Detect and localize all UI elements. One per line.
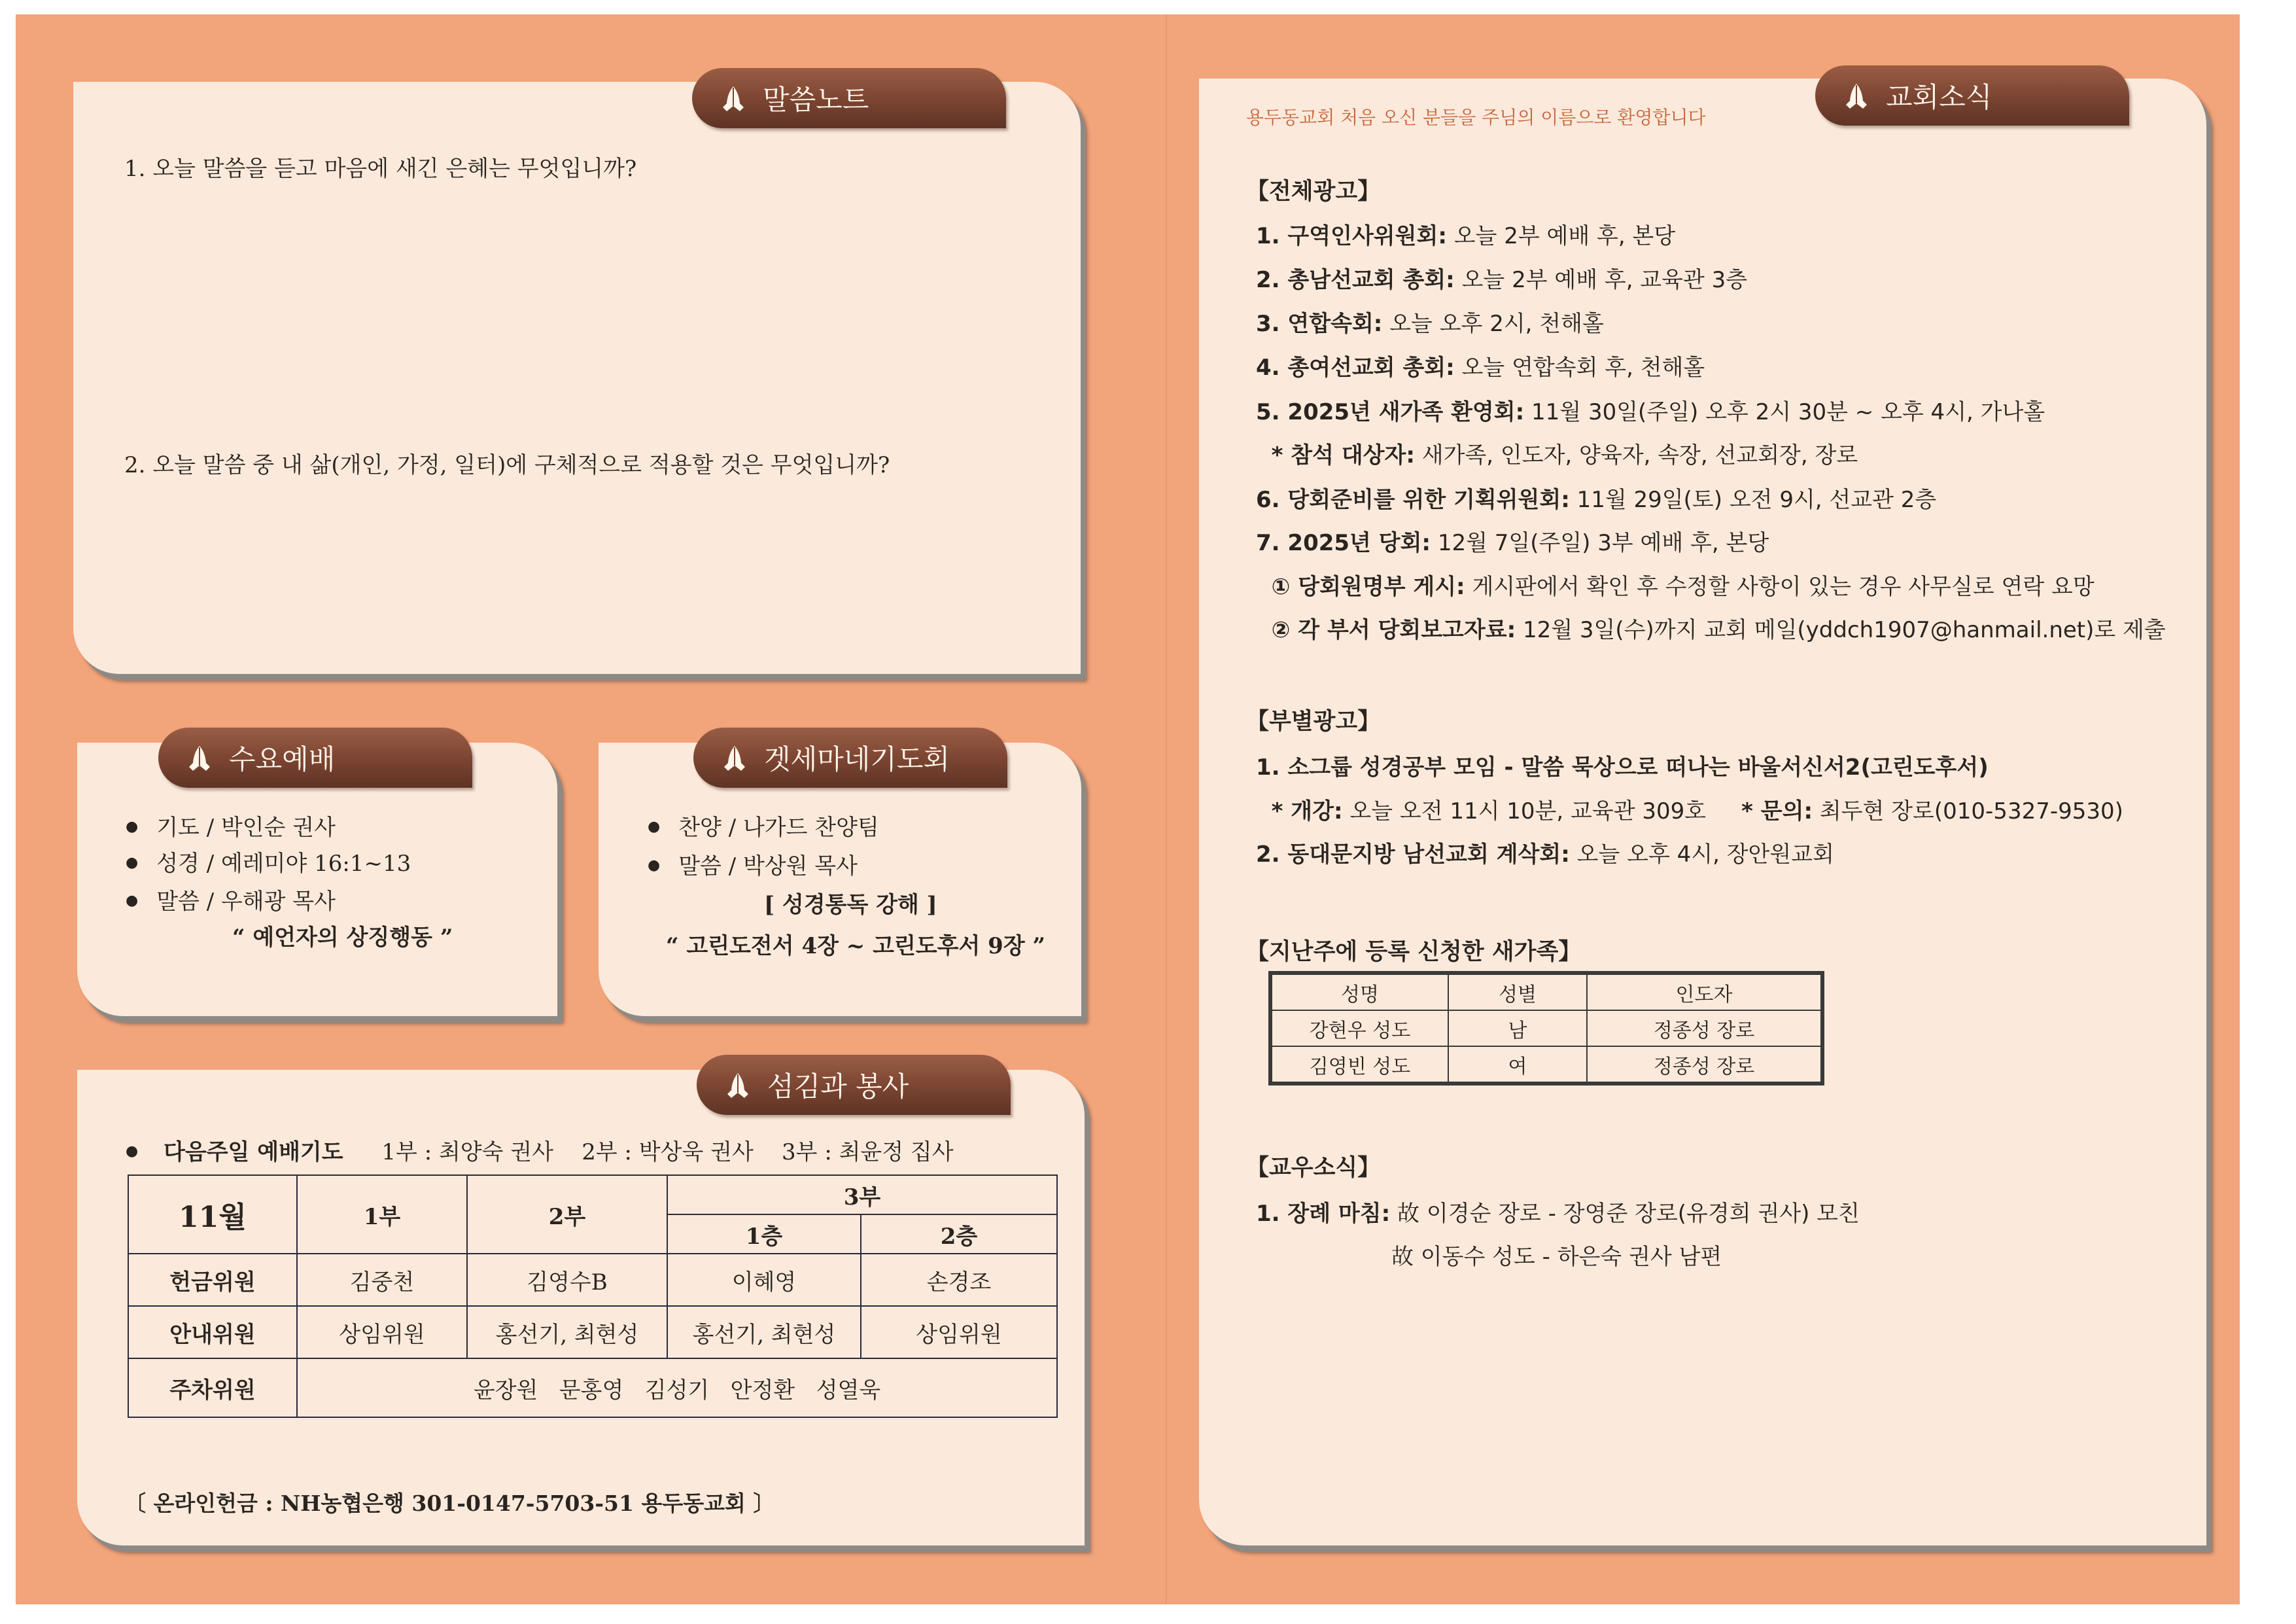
general-announcement-item <box>1256 394 2045 426</box>
new-family-cell: 남 <box>1448 1010 1587 1046</box>
duty-cell: 김중천 <box>297 1254 467 1306</box>
general-announcement-item <box>1256 525 1769 557</box>
table-row <box>128 1254 1057 1306</box>
sermon-note-tab <box>692 68 1006 128</box>
announcement-text: 새가족, 인도자, 양육자, 속장, 선교회장, 장로 <box>1414 442 1858 468</box>
parking-team: 윤장원 문홍영 김성기 안정환 성열욱 <box>297 1358 1057 1417</box>
service-tab <box>697 1055 1011 1115</box>
general-announcement-item <box>1256 569 2095 601</box>
table-row <box>1272 1010 1821 1046</box>
general-announcement-item <box>1256 349 1705 381</box>
announcement-text: 12월 7일(주일) 3부 예배 후, 본당 <box>1431 530 1769 556</box>
new-family-heading: 【지난주에 등록 신청한 새가족】 <box>1246 939 1582 965</box>
sermon-note-title: 말씀노트 <box>763 84 869 116</box>
duty-col-2: 2부 <box>467 1175 667 1254</box>
announcement-text: 11월 29일(토) 오전 9시, 선교관 2층 <box>1569 487 1937 513</box>
duty-cell: 이혜영 <box>667 1254 861 1306</box>
duty-cell: 상임위원 <box>861 1306 1057 1358</box>
duty-col-3: 3부 <box>667 1175 1057 1214</box>
announcement-label: 1. 구역인사위원회: <box>1256 223 1447 249</box>
announcement-text: 오늘 2부 예배 후, 교육관 3층 <box>1454 267 1748 293</box>
dept-item-label: 2. 동대문지방 남선교회 계삭회: <box>1256 841 1570 868</box>
praying-hands-icon <box>716 81 751 116</box>
dept-item-label: * 문의: <box>1741 798 1813 824</box>
announcement-label: 4. 총여선교회 총회: <box>1256 355 1455 381</box>
wednesday-item: ● 성경 / 예레미야 16:1~13 <box>126 845 411 877</box>
new-family-col: 성별 <box>1448 974 1587 1010</box>
general-announcement-item <box>1256 262 1747 294</box>
duty-table <box>128 1174 1058 1418</box>
wednesday-tab <box>158 728 472 788</box>
announcement-text: 12월 3일(수)까지 교회 메일(yddch1907@hanmail.net)로 제출 <box>1516 617 2166 643</box>
department-announcements-heading: 【부별광고】 <box>1246 709 1381 735</box>
sermon-question-1: 1. 오늘 말씀을 듣고 마음에 새긴 은혜는 무엇입니까? <box>124 156 637 182</box>
dept-item-label: * 개강: <box>1256 798 1343 824</box>
announcement-label: ① 당회원명부 게시: <box>1256 574 1465 600</box>
dept-item <box>1256 749 1989 781</box>
announcement-text: 오늘 오후 2시, 천해홀 <box>1382 311 1604 337</box>
general-announcement-item <box>1256 437 1858 469</box>
duty-col-1: 1부 <box>297 1175 467 1254</box>
gethsemane-sermon-title: “ 고린도전서 4장 ~ 고린도후서 9장 ” <box>666 933 1046 959</box>
announcement-label: * 참석 대상자: <box>1256 442 1415 468</box>
next-week-prayer <box>126 1134 954 1166</box>
gethsemane-title: 겟세마네기도회 <box>764 743 950 775</box>
prayer-label: 다음주일 예배기도 <box>164 1139 343 1165</box>
duty-col-3-floor2: 2층 <box>861 1214 1057 1254</box>
wednesday-item: ● 기도 / 박인순 권사 <box>126 809 336 841</box>
announcement-text: 게시판에서 확인 후 수정할 사항이 있는 경우 사무실로 연락 요망 <box>1465 574 2095 600</box>
duty-cell: 홍선기, 최현성 <box>667 1306 861 1358</box>
general-announcement-item <box>1256 306 1604 338</box>
member-news-item: 故 이동수 성도 - 하은숙 권사 남편 <box>1391 1244 1722 1270</box>
gethsemane-tab <box>693 728 1007 788</box>
gethsemane-subtitle: [ 성경통독 강해 ] <box>764 892 937 918</box>
new-family-table <box>1271 974 1822 1083</box>
member-news-item <box>1256 1195 1860 1227</box>
announcement-label: 5. 2025년 새가족 환영회: <box>1256 399 1525 425</box>
announcement-label: 7. 2025년 당회: <box>1256 530 1431 556</box>
announcement-label: 3. 연합속회: <box>1256 311 1383 337</box>
new-family-cell: 김영빈 성도 <box>1272 1046 1448 1082</box>
new-family-col: 인도자 <box>1587 974 1821 1010</box>
welcome-message: 용두동교회 처음 오신 분들을 주님의 이름으로 환영합니다 <box>1246 107 1706 128</box>
new-family-cell: 여 <box>1448 1046 1587 1082</box>
church-news-tab <box>1815 65 2129 126</box>
general-announcement-item <box>1256 218 1675 250</box>
gethsemane-item: ● 찬양 / 나가드 찬양팀 <box>648 809 879 841</box>
new-family-col: 성명 <box>1272 974 1448 1010</box>
duty-cell: 상임위원 <box>297 1306 467 1358</box>
announcement-label: ② 각 부서 당회보고자료: <box>1256 617 1516 643</box>
general-announcement-item <box>1256 482 1936 514</box>
service-title: 섬김과 봉사 <box>767 1070 909 1103</box>
dept-item-title: 1. 소그룹 성경공부 모임 - 말씀 묵상으로 떠나는 바울서신서2(고린도후서) <box>1256 754 1989 781</box>
table-row <box>128 1358 1057 1417</box>
dept-item <box>1256 836 1834 868</box>
praying-hands-icon <box>720 1068 756 1103</box>
wednesday-title: 수요예배 <box>229 743 336 775</box>
announcement-text: 오늘 2부 예배 후, 본당 <box>1446 223 1676 249</box>
online-offering: 〔 온라인헌금 : NH농협은행 301-0147-5703-51 용두동교회 〕 <box>124 1491 775 1516</box>
dept-item <box>1256 793 2123 825</box>
duty-col-3-floor1: 1층 <box>667 1214 861 1254</box>
announcement-label: 6. 당회준비를 위한 기획위원회: <box>1256 487 1570 513</box>
dept-item-text: 오늘 오후 4시, 장안원교회 <box>1569 841 1834 868</box>
new-family-cell: 강현우 성도 <box>1272 1010 1448 1046</box>
duty-row-label: 주차위원 <box>128 1358 297 1417</box>
general-announcements-heading: 【전체광고】 <box>1246 179 1381 205</box>
announcement-text: 오늘 연합속회 후, 천해홀 <box>1454 355 1705 381</box>
new-family-cell: 정종성 장로 <box>1587 1010 1821 1046</box>
fold-line <box>1166 14 1167 1604</box>
wednesday-sermon-title: “ 예언자의 상징행동 ” <box>232 925 453 951</box>
church-news-title: 교회소식 <box>1886 81 1992 113</box>
duty-row-label: 헌금위원 <box>128 1254 297 1306</box>
dept-item-text: 최두현 장로(010-5327-9530) <box>1813 798 2123 824</box>
duty-cell: 손경조 <box>861 1254 1057 1306</box>
new-family-cell: 정종성 장로 <box>1587 1046 1821 1082</box>
praying-hands-icon <box>182 741 217 776</box>
duty-row-label: 안내위원 <box>128 1306 297 1358</box>
announcement-label: 2. 총남선교회 총회: <box>1256 267 1455 293</box>
gethsemane-item: ● 말씀 / 박상원 목사 <box>648 848 858 880</box>
table-row <box>1272 1046 1821 1082</box>
table-row <box>128 1306 1057 1358</box>
member-news-label: 1. 장례 마침: <box>1256 1201 1391 1227</box>
praying-hands-icon <box>1839 79 1874 114</box>
duty-cell: 홍선기, 최현성 <box>467 1306 667 1358</box>
praying-hands-icon <box>717 741 752 776</box>
prayer-list: 1부 : 최양숙 권사 2부 : 박상욱 권사 3부 : 최윤정 집사 <box>381 1139 954 1165</box>
dept-item-text: 오늘 오전 11시 10분, 교육관 309호 <box>1342 798 1742 824</box>
wednesday-item: ● 말씀 / 우해광 목사 <box>126 883 336 915</box>
announcement-text: 11월 30일(주일) 오후 2시 30분 ~ 오후 4시, 가나홀 <box>1524 399 2045 425</box>
sermon-question-2: 2. 오늘 말씀 중 내 삶(개인, 가정, 일터)에 구체적으로 적용할 것은 무엇입니까? <box>124 452 890 478</box>
member-news-heading: 【교우소식】 <box>1246 1155 1381 1181</box>
duty-cell: 김영수B <box>467 1254 667 1306</box>
general-announcement-item <box>1256 612 2166 644</box>
duty-month: 11월 <box>128 1175 297 1254</box>
member-news-text: 故 이경순 장로 - 장영준 장로(유경희 권사) 모친 <box>1390 1201 1860 1227</box>
